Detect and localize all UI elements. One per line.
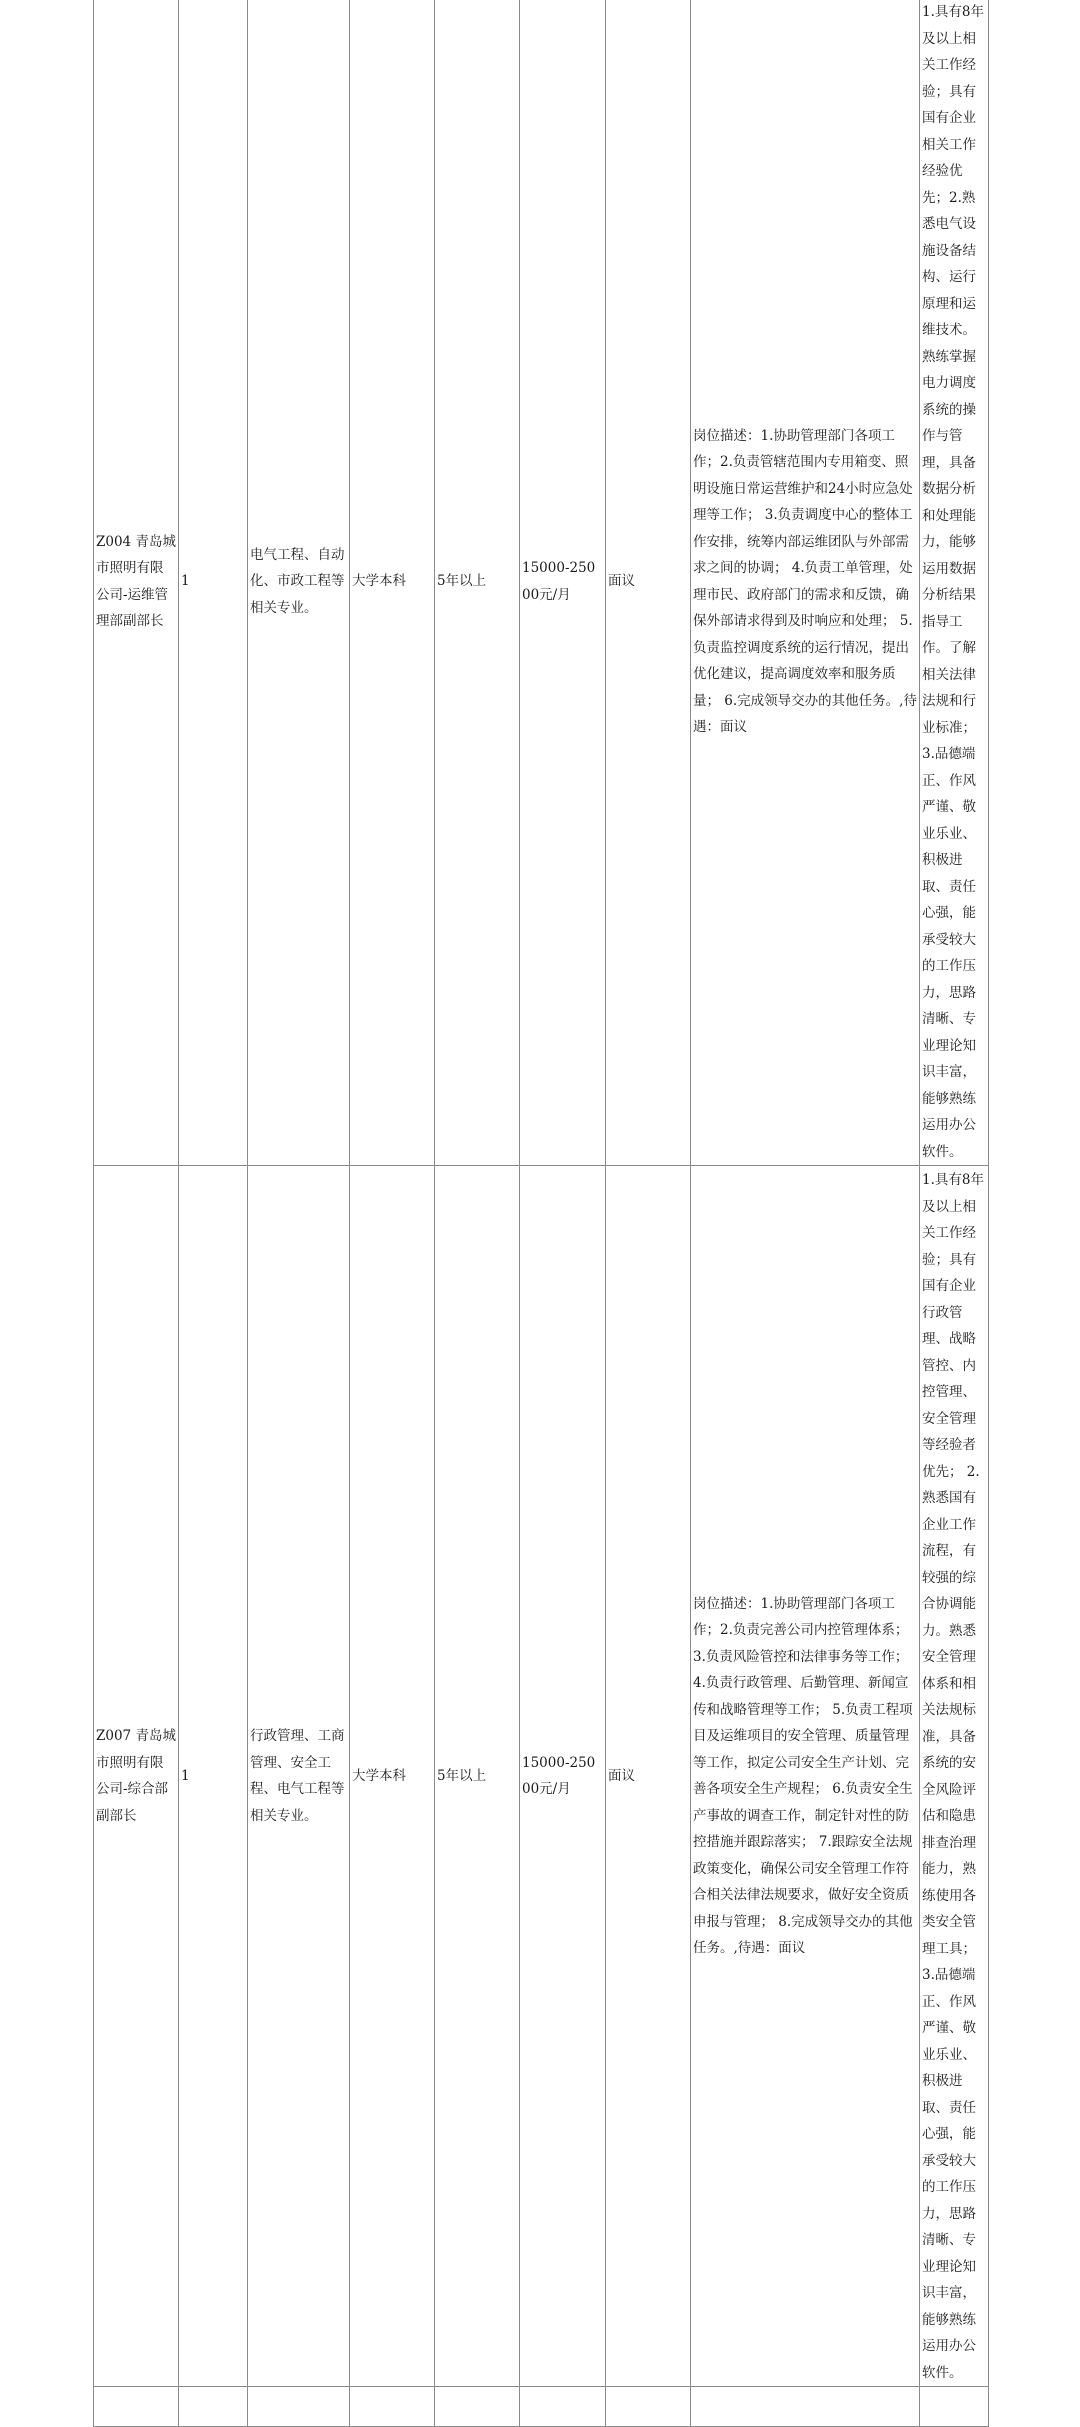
table-row — [94, 1166, 989, 2387]
table-row-partial — [94, 2387, 989, 2427]
count-cell: 1 — [179, 0, 248, 1166]
position-cell: Z007 青岛城市照明有限公司-综合部副部长 — [94, 1166, 179, 2387]
empty-cell — [606, 2387, 691, 2427]
salary-type-cell: 面议 — [606, 1166, 691, 2387]
position-cell: Z004 青岛城市照明有限公司-运维管理部副部长 — [94, 0, 179, 1166]
count-cell: 1 — [179, 1166, 248, 2387]
salary-type-cell: 面议 — [606, 0, 691, 1166]
experience-cell: 5年以上 — [435, 1166, 520, 2387]
empty-cell — [520, 2387, 606, 2427]
requirements-cell: 1.具有8年及以上相关工作经验；具有国有企业行政管理、战略管控、内控管理、安全管理等经验者优先； 2.熟悉国有企业工作流程，有较强的综合协调能力。熟悉安全管理体系和相关法规标准，具备系统的安全风险评估和隐患排查治理能力，熟练使用各类安全管理工具； 3.品德端正、作风严谨、敬业乐业、积极进取、责任心强，能承受较大的工作压力，思路清晰、专业理论知识丰富，能够熟练运用办公软件。 — [920, 1166, 989, 2387]
job-table — [93, 0, 989, 2427]
empty-cell — [920, 2387, 989, 2427]
description-cell: 岗位描述：1.协助管理部门各项工作；2.负责管辖范围内专用箱变、照明设施日常运营维护和24小时应急处理等工作； 3.负责调度中心的整体工作安排，统筹内部运维团队与外部需求之间的协调； 4.负责工单管理，处理市民、政府部门的需求和反馈，确保外部请求得到及时响应和处理； 5.负责监控调度系统的运行情况，提出优化建议，提高调度效率和服务质量； 6.完成领导交办的其他任务。,待遇：面议 — [691, 0, 920, 1166]
empty-cell — [691, 2387, 920, 2427]
table-row — [94, 0, 989, 1166]
requirements-cell: 1.具有8年及以上相关工作经验；具有国有企业相关工作经验优先；2.熟悉电气设施设备结构、运行原理和运维技术。熟练掌握电力调度系统的操作与管理，具备数据分析和处理能力，能够运用数据分析结果指导工作。了解相关法律法规和行业标准；3.品德端正、作风严谨、敬业乐业、积极进取、责任心强，能承受较大的工作压力，思路清晰、专业理论知识丰富，能够熟练运用办公软件。 — [920, 0, 989, 1166]
empty-cell — [435, 2387, 520, 2427]
empty-cell — [248, 2387, 350, 2427]
empty-cell — [350, 2387, 435, 2427]
education-cell: 大学本科 — [350, 0, 435, 1166]
major-cell: 电气工程、自动化、市政工程等相关专业。 — [248, 0, 350, 1166]
experience-cell: 5年以上 — [435, 0, 520, 1166]
empty-cell — [94, 2387, 179, 2427]
major-cell: 行政管理、工商管理、安全工程、电气工程等相关专业。 — [248, 1166, 350, 2387]
education-cell: 大学本科 — [350, 1166, 435, 2387]
salary-cell: 15000-25000元/月 — [520, 0, 606, 1166]
description-cell: 岗位描述：1.协助管理部门各项工作；2.负责完善公司内控管理体系； 3.负责风险管控和法律事务等工作； 4.负责行政管理、后勤管理、新闻宣传和战略管理等工作； 5.负责工程项目及运维项目的安全管理、质量管理等工作，拟定公司安全生产计划、完善各项安全生产规程； 6.负责安全生产事故的调查工作，制定针对性的防控措施并跟踪落实； 7.跟踪安全法规政策变化，确保公司安全管理工作符合相关法律法规要求，做好安全资质申报与管理； 8.完成领导交办的其他任务。,待遇：面议 — [691, 1166, 920, 2387]
salary-cell: 15000-25000元/月 — [520, 1166, 606, 2387]
empty-cell — [179, 2387, 248, 2427]
